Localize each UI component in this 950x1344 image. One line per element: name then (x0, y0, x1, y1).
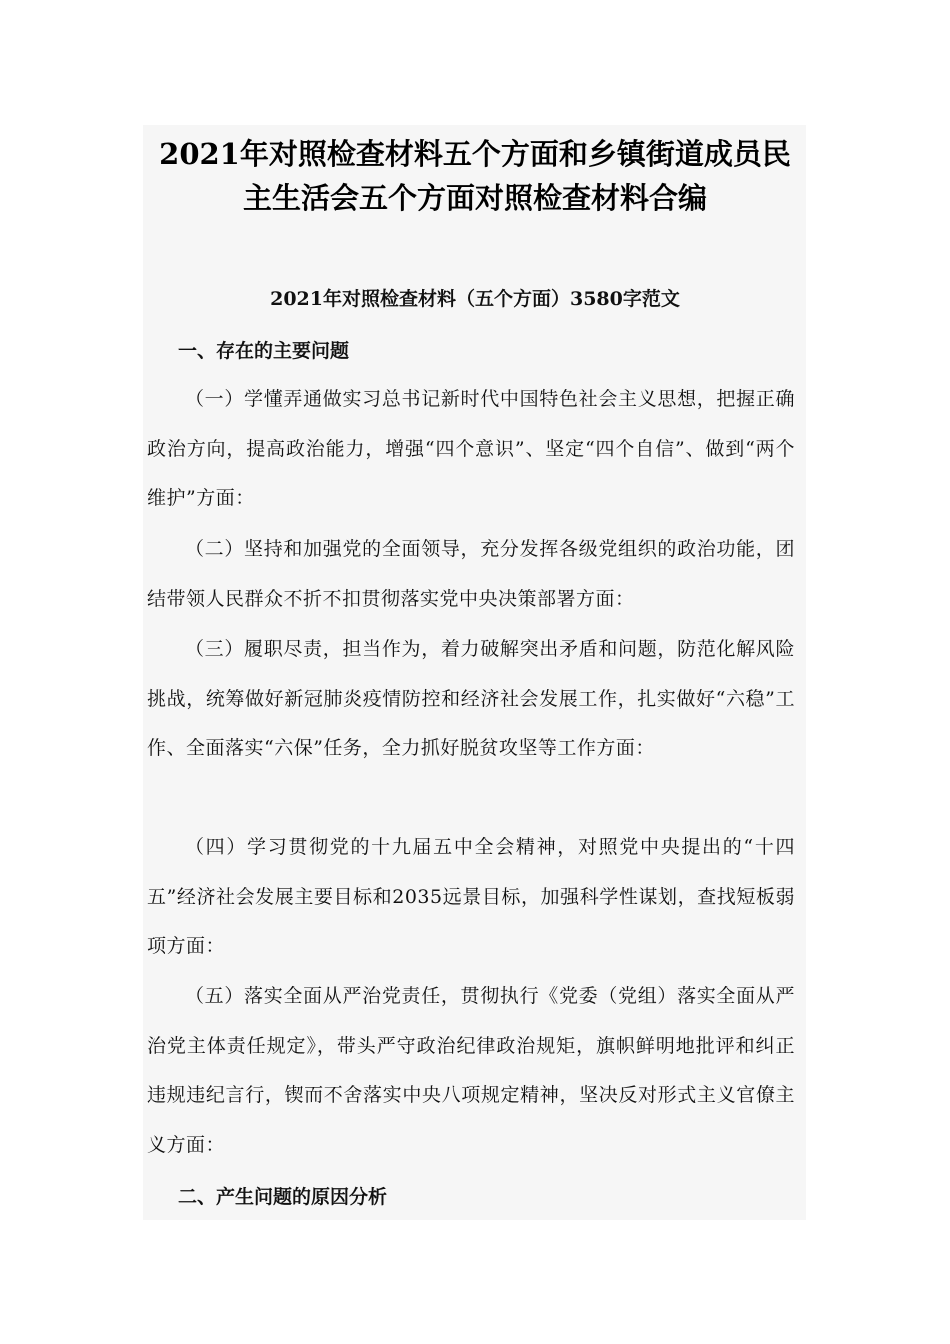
paragraph-5: （五）落实全面从严治党责任，贯彻执行《党委（党组）落实全面从严治党主体责任规定》，带头严守政治纪律政治规矩，旗帜鲜明地批评和纠正违规违纪言行，锲而不舍落实中央八项规定精神，坚决反对形式主义官僚主义方面： (147, 985, 795, 1156)
paragraph-2: （二）坚持和加强党的全面领导，充分发挥各级党组织的政治功能，团结带领人民群众不折不扣贯彻落实党中央决策部署方面： (147, 538, 795, 610)
section-heading-causes: 二、产生问题的原因分析 (178, 1186, 388, 1208)
document-title: 2021年对照检查材料五个方面和乡镇街道成员民主生活会五个方面对照检查材料合编 (159, 137, 791, 215)
section-heading-problems: 一、存在的主要问题 (178, 340, 350, 362)
paragraph-1: （一）学懂弄通做实习总书记新时代中国特色社会主义思想，把握正确政治方向，提高政治能力，增强“四个意识”、坚定“四个自信”、做到“两个维护”方面： (147, 388, 795, 509)
paragraph-3: （三）履职尽责，担当作为，着力破解突出矛盾和问题，防范化解风险挑战，统筹做好新冠肺炎疫情防控和经济社会发展工作，扎实做好“六稳”工作、全面落实“六保”任务，全力抓好脱贫攻坚等工作方面： (147, 638, 795, 759)
paragraph-4: （四）学习贯彻党的十九届五中全会精神，对照党中央提出的“十四五”经济社会发展主要目标和2035远景目标，加强科学性谋划，查找短板弱项方面： (147, 836, 795, 957)
document-subtitle: 2021年对照检查材料（五个方面）3580字范文 (270, 288, 680, 310)
